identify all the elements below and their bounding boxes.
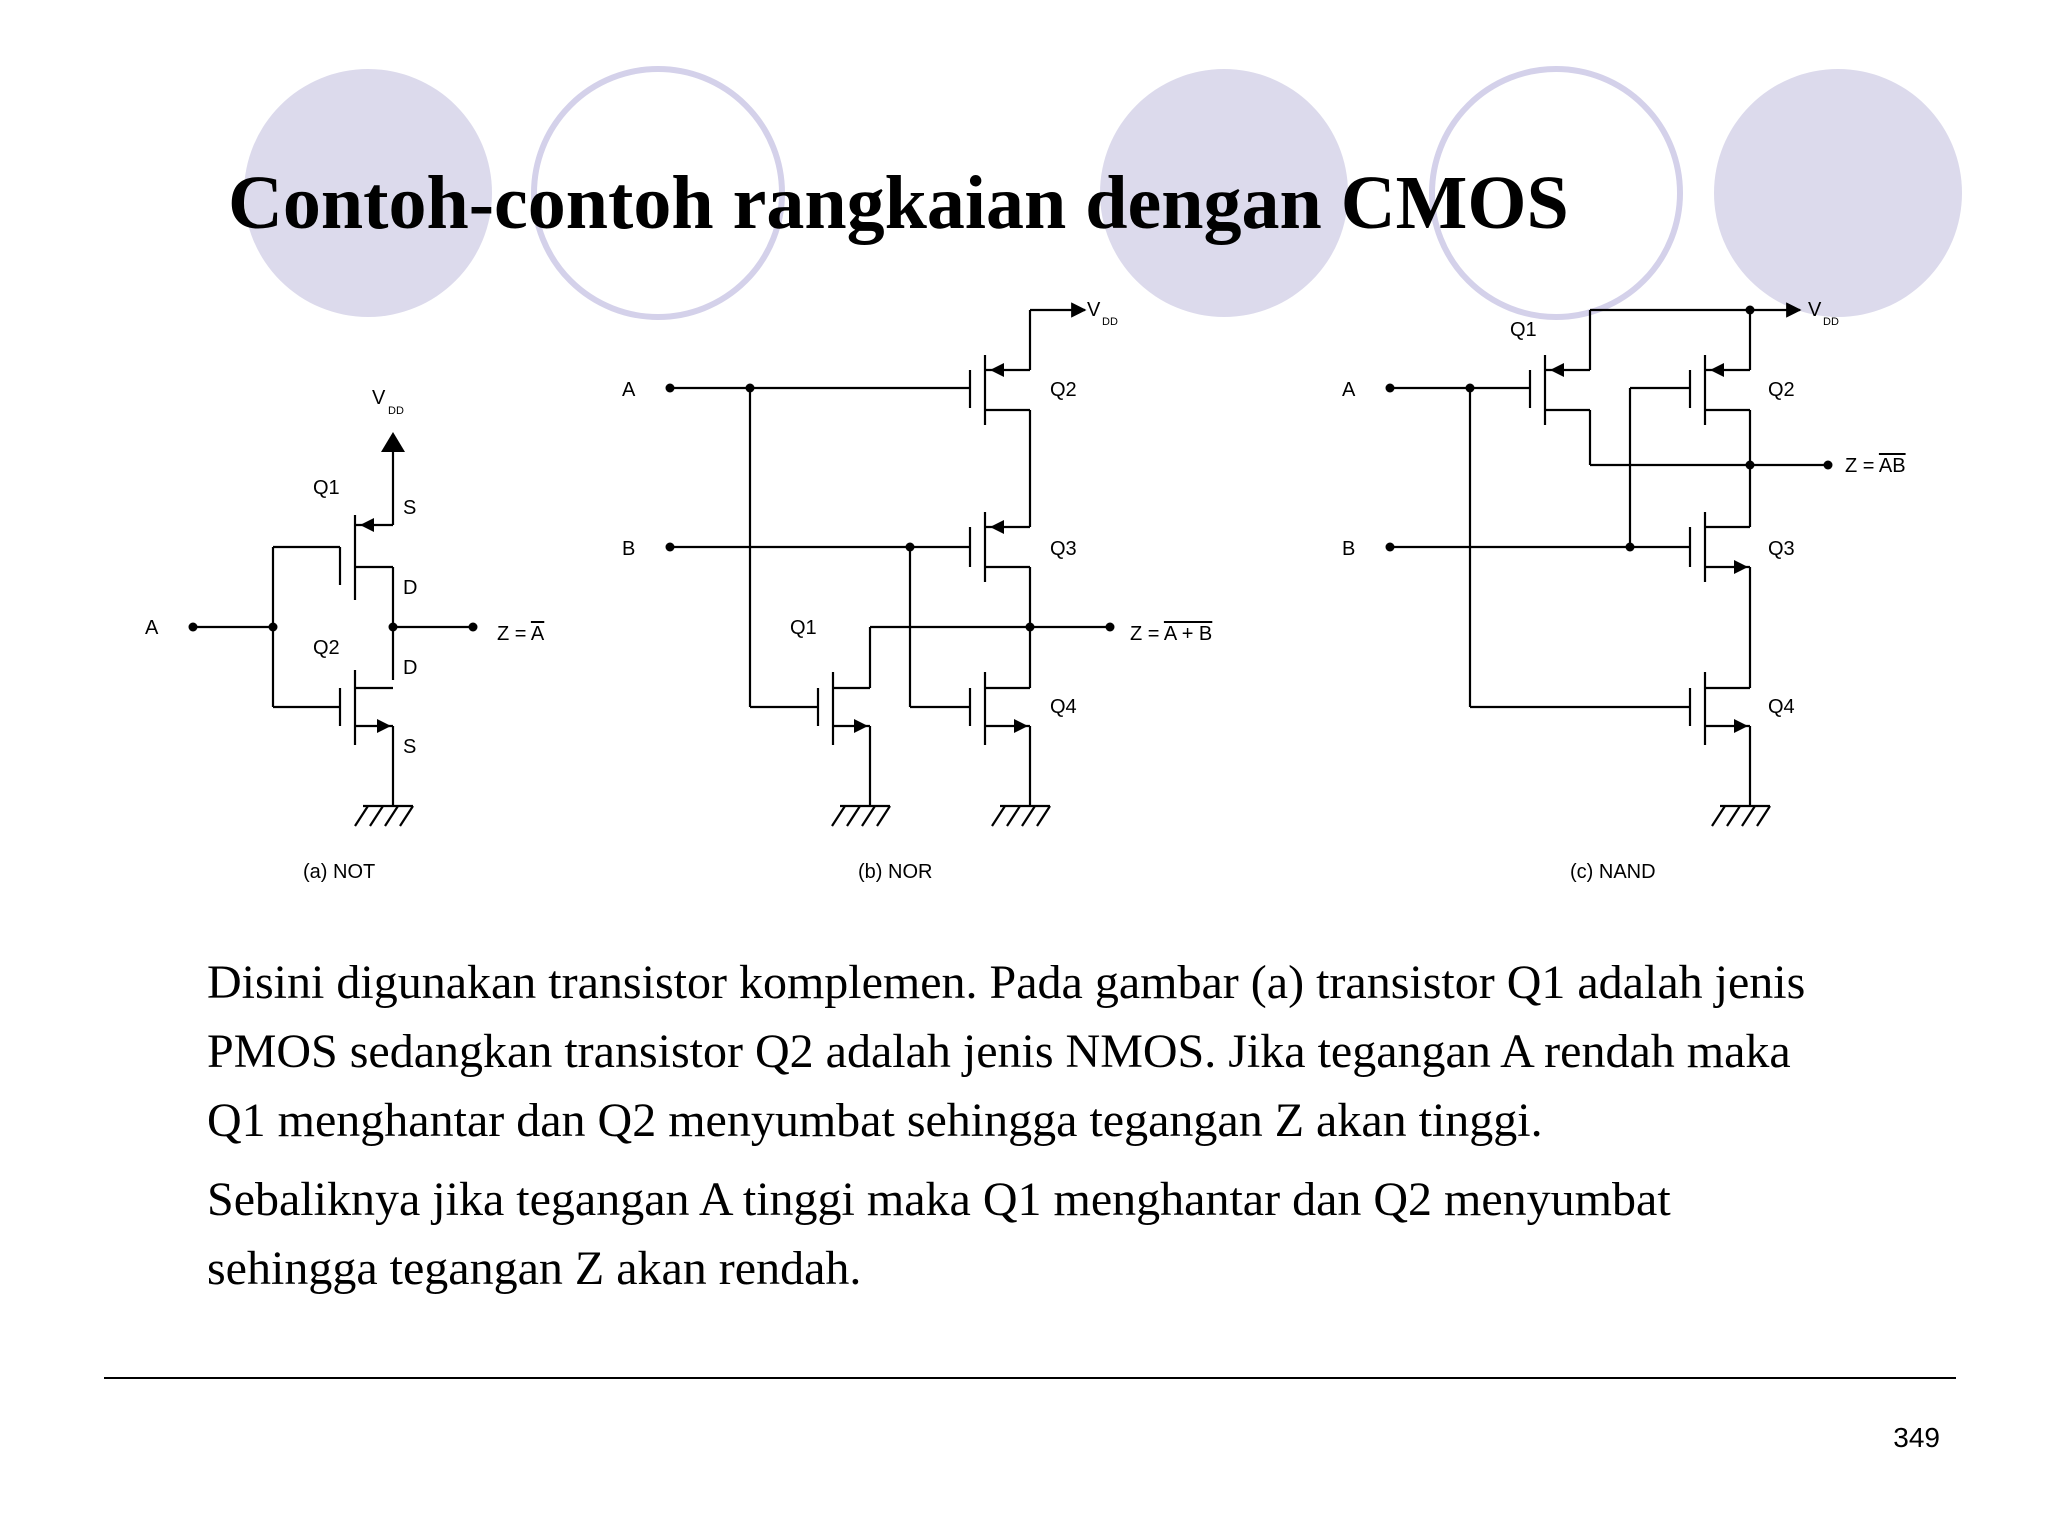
explanation-text — [207, 948, 1847, 1313]
not-output-label — [497, 623, 545, 645]
not-q2-source-label: S — [403, 736, 417, 758]
nor-q1-label: Q1 — [790, 617, 817, 639]
nor-vdd-label: V — [1087, 299, 1101, 321]
not-caption: (a) NOT — [303, 861, 376, 883]
nor-input-b-label: B — [622, 538, 636, 560]
not-input-a-label: A — [145, 617, 159, 639]
not-q2-label: Q2 — [313, 637, 340, 659]
not-vdd-subscript: DD — [388, 405, 404, 417]
not-q2-drain-label: D — [403, 657, 418, 679]
nand-gate-circuit — [1342, 299, 1906, 883]
nor-caption: (b) NOR — [858, 861, 933, 883]
nand-q2-label: Q2 — [1768, 379, 1795, 401]
nand-vdd-subscript: DD — [1823, 316, 1839, 328]
nand-output-lhs: Z = — [1845, 455, 1879, 477]
not-vdd-label: V — [372, 387, 386, 409]
nor-output-overbar: A + B — [1163, 623, 1213, 645]
nor-input-a-label: A — [622, 379, 636, 401]
nor-output-lhs: Z = — [1130, 623, 1164, 645]
nand-output-overbar: AB — [1878, 455, 1906, 477]
page-number: 349 — [1893, 1422, 1940, 1453]
nand-q4-label: Q4 — [1768, 696, 1795, 718]
nand-q3-label: Q3 — [1768, 538, 1795, 560]
nor-output-label — [1130, 623, 1212, 645]
not-output-overbar: A — [530, 623, 545, 645]
nor-q4-label: Q4 — [1050, 696, 1077, 718]
nor-vdd-subscript: DD — [1102, 316, 1118, 328]
nor-q3-label: Q3 — [1050, 538, 1077, 560]
not-output-lhs: Z = — [497, 623, 531, 645]
nand-output-label — [1845, 455, 1906, 477]
paragraph-2: Sebaliknya jika tegangan A tinggi maka Q1 menghantar dan Q2 menyumbat sehingga tegangan Z akan rendah. — [207, 1173, 1671, 1295]
not-gate-circuit — [145, 387, 545, 883]
paragraph-1: Disini digunakan transistor komplemen. Pada gambar (a) transistor Q1 adalah jenis PMOS sedangkan transistor Q2 adalah jenis NMOS. Jika tegangan A rendah maka Q1 menghantar dan Q2 menyumbat sehingga tegangan Z akan tinggi. — [207, 956, 1806, 1147]
nand-caption: (c) NAND — [1570, 861, 1656, 883]
nand-vdd-label: V — [1808, 299, 1822, 321]
nand-input-b-label: B — [1342, 538, 1356, 560]
not-q1-source-label: S — [403, 497, 417, 519]
nand-q1-label: Q1 — [1510, 319, 1537, 341]
nor-gate-circuit — [622, 299, 1212, 883]
nor-q2-label: Q2 — [1050, 379, 1077, 401]
not-q1-label: Q1 — [313, 477, 340, 499]
not-q1-drain-label: D — [403, 577, 418, 599]
slide-title: Contoh-contoh rangkaian dengan CMOS — [228, 161, 1569, 245]
nand-input-a-label: A — [1342, 379, 1356, 401]
footer-divider — [104, 1377, 1956, 1379]
